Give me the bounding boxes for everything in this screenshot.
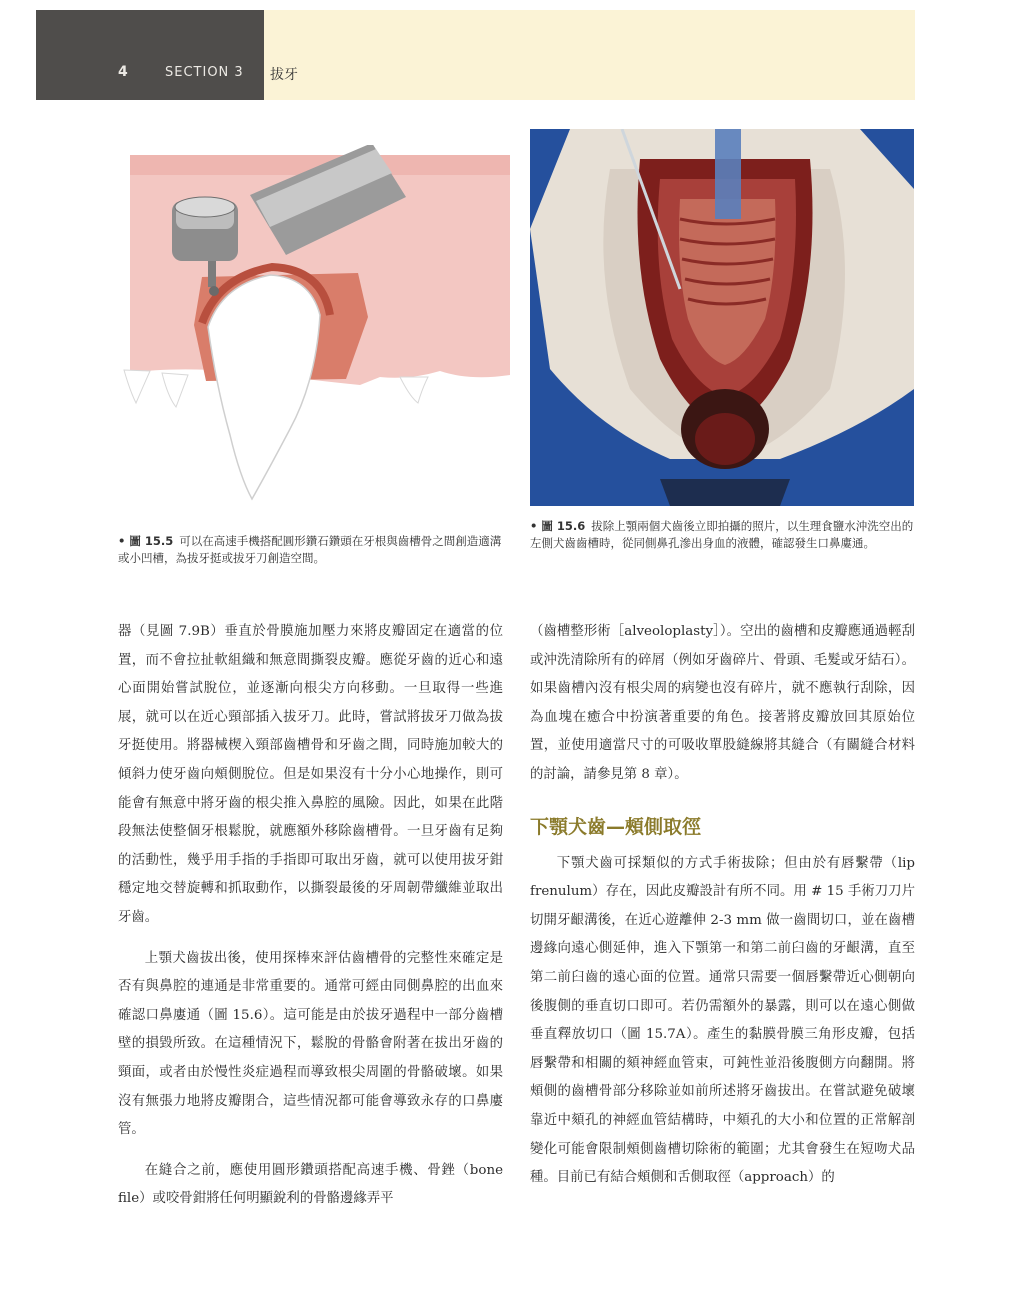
paragraph: 在縫合之前，應使用圓形鑽頭搭配高速手機、骨銼（bone file）或咬骨鉗將任何明顯銳利的骨骼邊緣弄平 xyxy=(118,1162,503,1207)
figure-15-6-caption xyxy=(530,518,915,552)
left-text-column xyxy=(118,618,503,1214)
figure-number: • 圖 15.6 xyxy=(530,519,586,533)
paragraph: 上顎犬齒拔出後，使用探棒來評估齒槽骨的完整性來確定是否有與鼻腔的連通是非常重要的。通常可經由同側鼻腔的出血來確認口鼻廔通（圖 15.6）。這可能是由於拔牙過程中一部分齒槽壁的損毀所致。在這種情況下，鬆脫的骨骼會附著在拔出牙齒的頸面，或者由於慢性炎症過程而導致根尖周圍的骨骼破壞。如果沒有無張力地將皮瓣閉合，這些情況都可能會導致永存的口鼻廔管。 xyxy=(118,950,503,1138)
paragraph: 下顎犬齒可採類似的方式手術拔除；但由於有唇繫帶（lip frenulum）存在，因此皮瓣設計有所不同。用 # 15 手術刀刀片切開牙齦溝後，在近心遊離伸 2-3 mm 做一齒間切口，並在齒槽邊緣向遠心側延伸，進入下顎第一和第二前臼齒的牙齦溝，直至第二前臼齒的遠心面的位置。通常只需要一個唇繫帶近心側朝向後腹側的垂直切口即可。若仍需額外的暴露，則可以在遠心側做垂直釋放切口（圖 15.7A）。產生的黏膜骨膜三角形皮瓣，包括唇繫帶和相關的頦神經血管束，可鈍性並沿後腹側方向翻開。將頰側的齒槽骨部分移除並如前所述將牙齒拔出。在嘗試避免破壞靠近中頦孔的神經血管結構時，中頦孔的大小和位置的正常解剖變化可能會限制頰側齒槽切除術的範圍；尤其會發生在短吻犬品種。目前已有結合頰側和舌側取徑（approach）的 xyxy=(530,855,915,1186)
paragraph: 器（見圖 7.9B）垂直於骨膜施加壓力來將皮瓣固定在適當的位置，而不會拉扯軟組織和無意間撕裂皮瓣。應從牙齒的近心和遠心面開始嘗試脫位，並逐漸向根尖方向移動。一旦取得一些進展，就可以在近心頸部插入拔牙刀。此時，嘗試將拔牙刀做為拔牙挺使用。將器械楔入頸部齒槽骨和牙齒之間，同時施加較大的傾斜力使牙齒向頰側脫位。但是如果沒有十分小心地操作，則可能會有無意中將牙齒的根尖推入鼻腔的風險。因此，如果在此階段無法使整個牙根鬆脫，就應額外移除齒槽骨。一旦牙齒有足夠的活動性，幾乎用手指的手指即可取出牙齒，就可以使用拔牙鉗穩定地交替旋轉和抓取動作，以撕裂最後的牙周韌帶纖維並取出牙齒。 xyxy=(118,624,503,925)
header-light-band xyxy=(264,10,915,100)
chapter-title: 拔牙 xyxy=(270,67,298,83)
caption-text: 拔除上顎兩個犬齒後立即拍攝的照片，以生理食鹽水沖洗空出的左側犬齒齒槽時，從同側鼻孔滲出身血的液體，確認發生口鼻廔通。 xyxy=(530,519,914,550)
paragraph: （齒槽整形術［alveoloplasty］）。空出的齒槽和皮瓣應通過輕刮或沖洗清除所有的碎屑（例如牙齒碎片、骨頭、毛髮或牙結石）。如果齒槽內沒有根尖周的病變也沒有碎片，就不應執行刮除，因為血塊在癒合中扮演著重要的角色。接著將皮瓣放回其原始位置，並使用適當尺寸的可吸收單股縫線將其縫合（有關縫合材料的討論，請參見第 8 章）。 xyxy=(530,624,915,782)
figure-number: • 圖 15.5 xyxy=(118,534,174,548)
header-dark-band xyxy=(36,10,264,100)
caption-text: 可以在高速手機搭配圓形鑽石鑽頭在牙根與齒槽骨之間創造適溝或小凹槽，為拔牙挺或拔牙刀創造空間。 xyxy=(118,534,502,565)
section-label: SECTION 3 xyxy=(165,65,244,80)
section-heading: 下顎犬齒—頰側取徑 xyxy=(530,815,702,838)
right-text-column xyxy=(530,618,915,1193)
drill-illustration xyxy=(110,145,510,517)
surgery-photo xyxy=(530,129,914,506)
page-number: 4 xyxy=(118,64,128,80)
figure-15-5-caption xyxy=(118,533,503,567)
